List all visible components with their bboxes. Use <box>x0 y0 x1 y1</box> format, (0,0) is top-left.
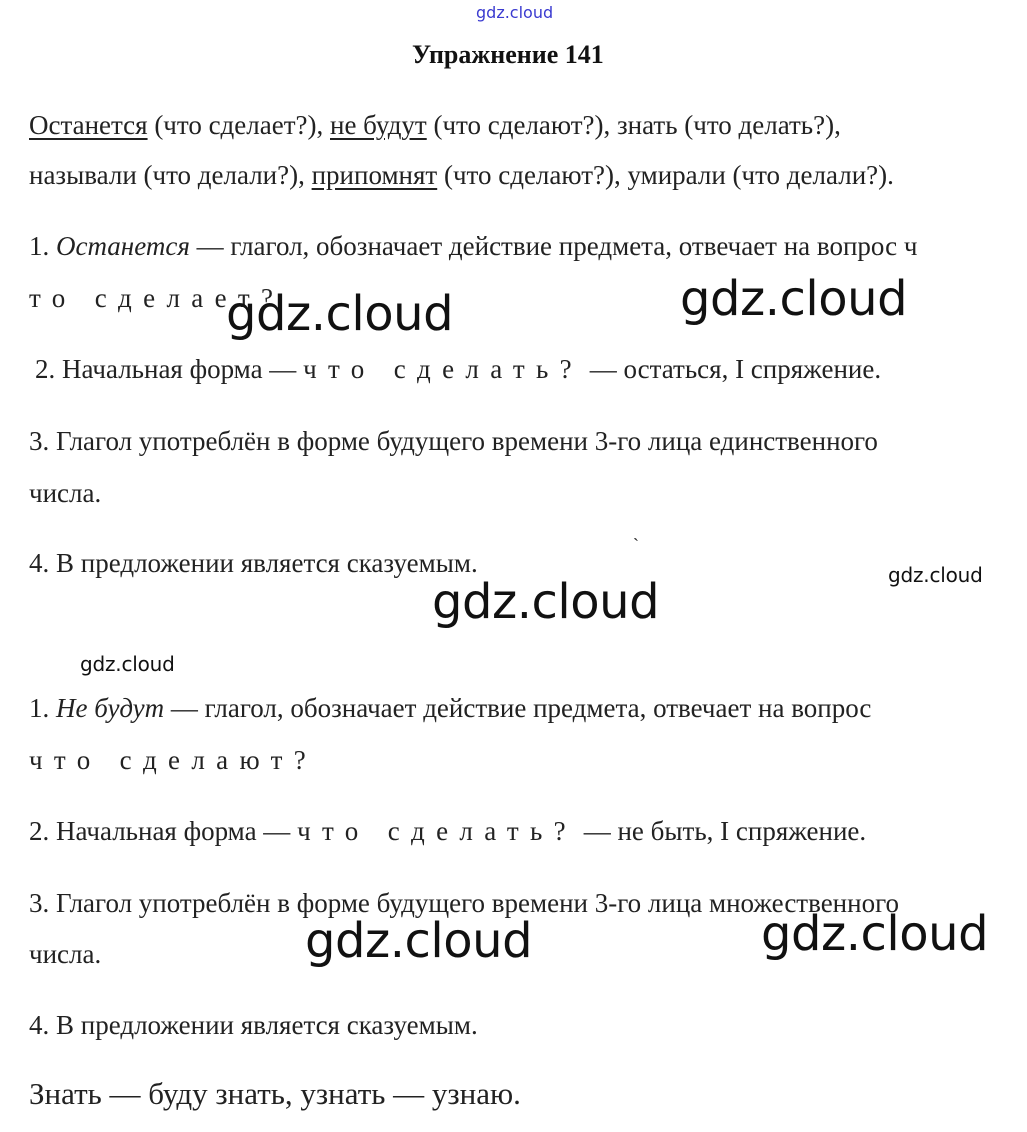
b1-point-3: 3. Глагол употреблён в форме будущего времени 3-го лица единственного <box>29 426 878 456</box>
b2-point-4: 4. В предложении является сказуемым. <box>29 1010 478 1040</box>
intro-text: (что сделают?), знать (что делать?), <box>426 110 841 140</box>
b1-point-1-question: то сделает? <box>29 283 285 313</box>
underlined-verb: Останется <box>29 110 148 140</box>
watermark: gdz.cloud <box>432 574 660 630</box>
point-number: 1. <box>29 693 56 723</box>
watermark: gdz.cloud <box>888 563 983 587</box>
point-text: — остаться, I спряжение. <box>582 354 882 384</box>
point-text: — глагол, обозначает действие предмета, отвечает на вопрос ч <box>189 231 918 261</box>
spaced-question: что сделать? <box>303 354 583 384</box>
spaced-question: что сделать? <box>297 816 577 846</box>
point-text: — не быть, I спряжение. <box>576 816 867 846</box>
intro-line-1 <box>29 112 841 139</box>
b2-point-3: 3. Глагол употреблён в форме будущего времени 3-го лица множественного <box>29 888 899 918</box>
b1-point-2 <box>35 356 881 383</box>
b2-point-1-question: что сделают? <box>29 745 318 775</box>
intro-text: (что сделают?), умирали (что делали?). <box>437 160 894 190</box>
b2-point-2 <box>29 818 866 845</box>
b1-point-4: 4. В предложении является сказуемым. <box>29 548 478 578</box>
watermark: gdz.cloud <box>80 652 175 676</box>
intro-line-2 <box>29 162 894 189</box>
point-text: — глагол, обозначает действие предмета, отвечает на вопрос <box>164 693 872 723</box>
intro-text: (что сделает?), <box>147 110 330 140</box>
point-text: 2. Начальная форма — <box>29 816 298 846</box>
exercise-title: Упражнение 141 <box>412 40 604 69</box>
underlined-verb: не будут <box>330 110 427 140</box>
watermark: gdz.cloud <box>226 286 454 342</box>
b1-point-1 <box>29 233 917 260</box>
b1-point-3-cont: числа. <box>29 478 102 508</box>
b2-point-1 <box>29 695 871 722</box>
watermark: gdz.cloud <box>305 913 533 969</box>
underlined-verb: припомнят <box>311 160 438 190</box>
b2-point-3-cont: числа. <box>29 939 102 969</box>
stray-mark: ` <box>633 535 639 555</box>
verb-italic: Не будут <box>56 693 165 723</box>
point-text: 2. Начальная форма — <box>35 354 304 384</box>
watermark-top: gdz.cloud <box>476 3 554 22</box>
point-number: 1. <box>29 231 56 261</box>
intro-text: называли (что делали?), <box>29 160 312 190</box>
watermark: gdz.cloud <box>680 271 908 327</box>
watermark: gdz.cloud <box>761 906 989 962</box>
final-line: Знать — буду знать, узнать — узнаю. <box>29 1076 521 1111</box>
verb-italic: Останется <box>56 231 190 261</box>
